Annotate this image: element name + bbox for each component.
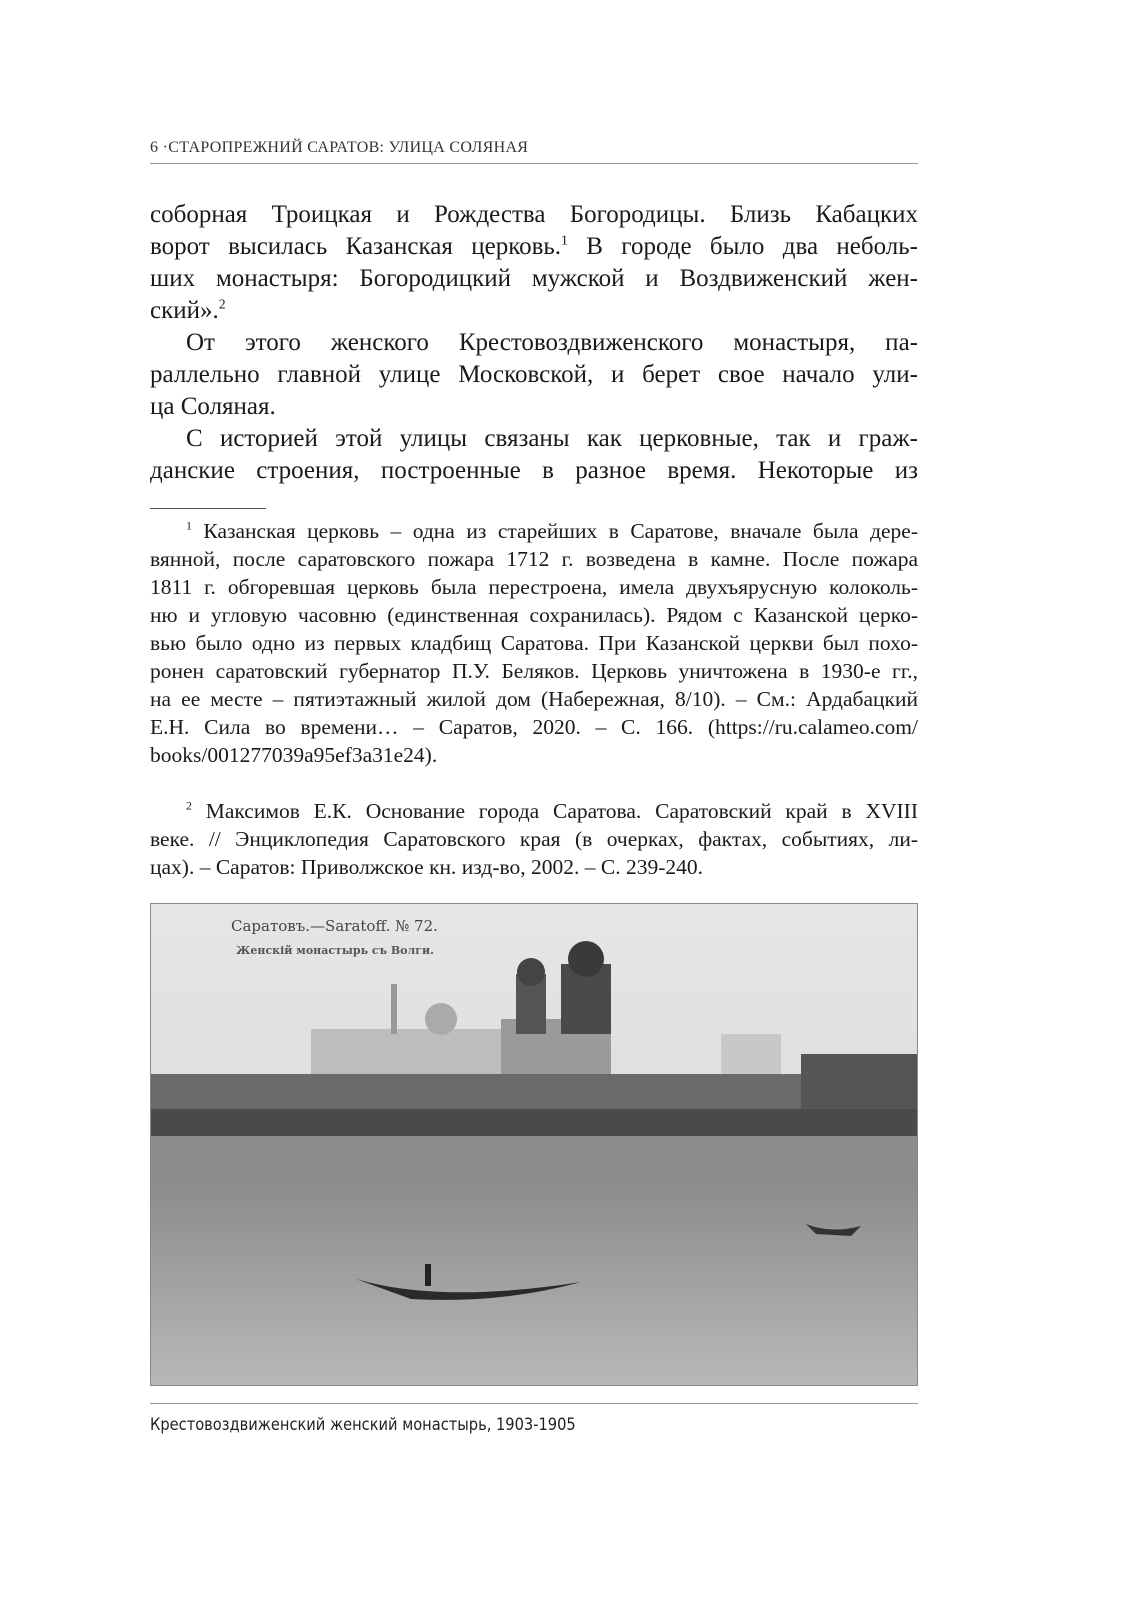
photo-caption: Крестовоздвиженский женский монастырь, 1903-1905 [150,1415,576,1435]
running-title: ·СТАРОПРЕЖНИЙ САРАТОВ: УЛИЦА СОЛЯНАЯ [162,139,529,156]
body-line: ших монастыря: Богородицкий мужской и Воздвиженский жен- [150,265,918,292]
page-number: 6 [150,139,159,156]
footnote-line [150,629,918,657]
footnote-rule [150,508,266,509]
footnote-text: вью было одно из первых кладбищ Саратова. При Казанской церкви был похо- [150,631,918,655]
footnote-line [150,545,918,573]
footnote-text: Максимов Е.К. Основание города Саратова. Саратовский край в XVIII [191,799,918,823]
footnote-text: ронен саратовский губернатор П.У. Беляков. Церковь уничтожена в 1930-е гг., [150,659,918,683]
footnote-line [150,713,918,741]
footnote-line [150,853,918,881]
postcard-subtitle: Женскій монастырь съ Волги. [236,944,434,957]
footnote-mark: 2 [186,798,192,813]
body-line: соборная Троицкая и Рождества Богородицы. Близь Кабацких [150,201,918,228]
running-header [150,139,528,157]
body-line: раллельно главной улице Московской, и берет свое начало ули- [150,361,918,388]
footnote-text: 1811 г. обгоревшая церковь была перестроена, имела двухъярусную колоколь- [150,575,918,599]
footnote-text: Казанская церковь – одна из старейших в Саратове, вначале была дере- [191,519,918,543]
river [151,1174,917,1385]
body-line [150,295,918,327]
text: ворот высилась Казанская церковь. [150,233,562,260]
footnote-ref-1[interactable]: 1 [561,232,568,248]
footnote-line [150,573,918,601]
footnote-line [150,517,918,545]
historical-photo [150,903,918,1386]
footnote-line [150,825,918,853]
text: ский». [150,297,219,324]
body-line: От этого женского Крестовоздвиженского монастыря, па- [186,329,918,356]
footnote-line [150,657,918,685]
body-line: данские строения, построенные в разное время. Некоторые из [150,457,918,484]
postcard-title: Саратовъ.—Saratoff. № 72. [231,917,438,935]
body-line [150,231,918,263]
caption-rule [150,1403,918,1404]
footnote-text: цах). – Саратов: Приволжское кн. изд-во, 2002. – С. 239-240. [150,855,704,879]
footnote-text: books/001277039a95ef3a31e24). [150,743,438,767]
body-line: ца Соляная. [150,393,276,420]
footnote-ref-2[interactable]: 2 [218,296,226,312]
footnote-line [150,741,918,769]
footnote-text: веке. // Энциклопедия Саратовского края (в очерках, фактах, событиях, ли- [150,827,918,851]
body-line: С историей этой улицы связаны как церковные, так и граж- [186,425,918,452]
header-rule [150,163,918,164]
footnote-line [150,685,918,713]
footnote-text: вянной, после саратовского пожара 1712 г. возведена в камне. После пожара [150,547,918,571]
footnote-mark: 1 [186,518,192,533]
footnote-line [150,797,918,825]
footnote-text: Е.Н. Сила во времени… – Саратов, 2020. – С. 166. (https://ru.calameo.com/ [150,715,918,739]
footnote-line [150,601,918,629]
footnote-text: на ее месте – пятиэтажный жилой дом (Набережная, 8/10). – См.: Ардабацкий [150,687,918,711]
text: В городе было два неболь- [567,233,918,260]
footnote-text: ню и угловую часовню (единственная сохранилась). Рядом с Казанской церко- [150,603,918,627]
